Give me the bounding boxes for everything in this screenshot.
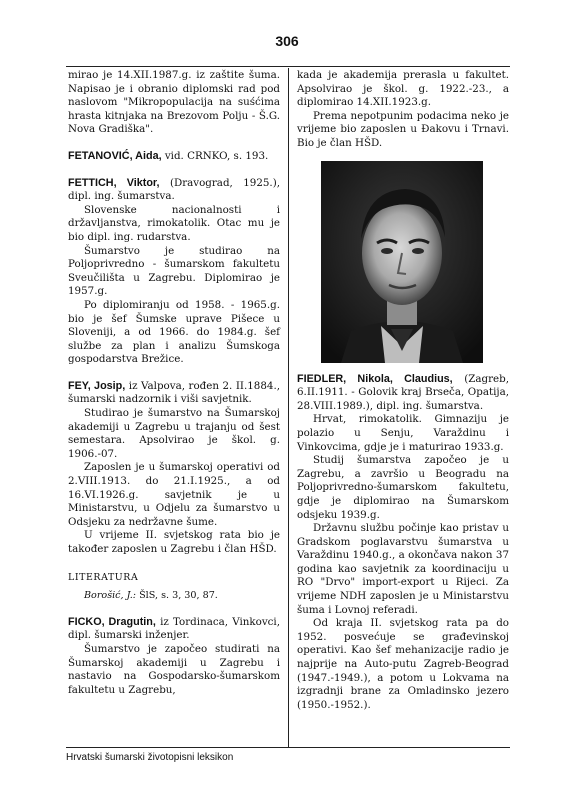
entry-paragraph: Studirao je šumarstvo na Šumarskoj akademiji u Zagrebu u trajanju od šest semestara. Apsolvirao je škol. g. 1906.-07. — [68, 407, 280, 460]
entry-paragraph: Od kraja II. svjetskog rata pa do 1952. posvećuje se građevinskoj operativi. Kao šef mehanizacije radio je najprije na Auto-putu Zagreb-Beograd (1947.-1949.), a potom u Lokvama na izgradnji brane za Omladinsko jezero (1950.-1952.). — [297, 617, 509, 711]
entry-lead: (Dravograd, 1925.), dipl. ing. šumarstva. — [68, 176, 280, 203]
entry-name: FEY, Josip, — [68, 379, 126, 392]
entry-name: FIEDLER, Nikola, Claudius, — [297, 372, 453, 385]
footer-title: Hrvatski šumarski životopisni leksikon — [66, 752, 234, 763]
entry-paragraph: Šumarstvo je studirao na Poljoprivredno - šumarskom fakultetu Sveučilišta u Zagrebu. Diplomirao je 1957.g. — [68, 244, 280, 298]
entry-paragraph: Slovenske nacionalnosti i državljanstva, rimokatolik. Otac mu je bio dipl. ing. rudarstva. — [68, 203, 280, 243]
entry-name: FETTICH, Viktor, — [68, 176, 160, 189]
literature-heading: LITERATURA — [68, 571, 139, 583]
literature-ref-text: ŠlS, s. 3, 30, 87. — [136, 590, 218, 602]
entry-lead: iz Valpova, rođen 2. II.1884., šumarski nadzornik i viši savjetnik. — [68, 379, 281, 406]
entry-lead: iz Tordinaca, Vinkovci, dipl. šumarski inženjer. — [68, 615, 280, 642]
entry-paragraph: U vrijeme II. svjetskog rata bio je također zaposlen u Zagrebu i član HŠD. — [68, 529, 280, 555]
entry-paragraph: Šumarstvo je započeo studirati na Šumarskoj akademiji u Zagrebu i nastavio na Gospodarsko-šumarskom fakultetu u Zagrebu, — [68, 642, 280, 696]
right-column — [297, 69, 509, 712]
portrait-photo — [321, 161, 483, 363]
entry-paragraph: Po diplomiranju od 1958. - 1965.g. bio je šef Šumske uprave Pišece u Sloveniji, a od 1966. do 1984.g. šef službe za plan i analizu Šumskoga gospodarstva Brežice. — [68, 298, 280, 366]
continued-text: Prema nepotpunim podacima neko je vrijeme bio zaposlen u Đakovu i Trnavi. Bio je član HŠD. — [297, 109, 509, 149]
entry-paragraph: Studij šumarstva započeo je u Zagrebu, a završio u Beogradu na Poljoprivredno-šumarskom fakultetu, gdje je diplomirao na Šumarskom odsjeku 1939.g. — [297, 454, 509, 521]
entry-lead: (Zagreb, 6.II.1911. - Golovik kraj Brseča, Opatija, 28.VIII.1989.), dipl. ing. šumarstva. — [297, 372, 509, 412]
entry-paragraph: Hrvat, rimokatolik. Gimnaziju je polazio u Senju, Varaždinu i Vinkovcima, gdje je i maturirao 1933.g. — [297, 413, 509, 453]
bottom-rule — [66, 747, 510, 748]
left-column — [68, 69, 280, 697]
entry-name: FICKO, Dragutin, — [68, 615, 156, 628]
portrait-image — [321, 161, 483, 363]
entry-paragraph: Državnu službu počinje kao pristav u Gradskom poglavarstvu šumarstva u Varaždinu 1940.g., a okončava nakon 37 godina kao savjetnik za koordinaciju u RO "Drvo" import-export u Rijeci. Za vrijeme NDH zaposlen je u Ministarstvu šuma i Lovnoj referadi. — [297, 522, 509, 616]
entry-fey — [68, 380, 280, 603]
entry-paragraph: Zaposlen je u šumarskoj operativi od 2.VIII.1913. do 21.I.1925., a od 16.VI.1926.g. savjetnik je u Ministarstvu, u Odjelu za šumarstvo u Odsjeku za nedržavne šume. — [68, 461, 280, 528]
entry-name: FETANOVIĆ, Aida, — [68, 149, 162, 162]
entry-fettich — [68, 177, 280, 367]
intro-text: mirao je 14.XII.1987.g. iz zaštite šuma. Napisao je i obranio diplomski rad pod naslovom "Mikropopulacija na suśćima hrasta kitnjaka na Brezovom Polju - Š.G. Nova Gradiška". — [68, 69, 280, 136]
column-divider — [288, 68, 289, 748]
entry-fiedler — [297, 373, 509, 713]
continued-text: kada je akademija prerasla u fakultet. Apsolvirao je škol. g. 1922.-23., a diplomirao 14.XII.1923.g. — [297, 69, 509, 109]
page-number: 306 — [275, 33, 299, 49]
entry-fetanovic — [68, 150, 280, 164]
entry-ficko — [68, 616, 280, 698]
top-rule — [66, 66, 510, 67]
literature-author: Borošić, J.: — [84, 590, 137, 602]
entry-text: vid. CRNKO, s. 193. — [161, 149, 269, 162]
literature-reference — [84, 589, 280, 603]
